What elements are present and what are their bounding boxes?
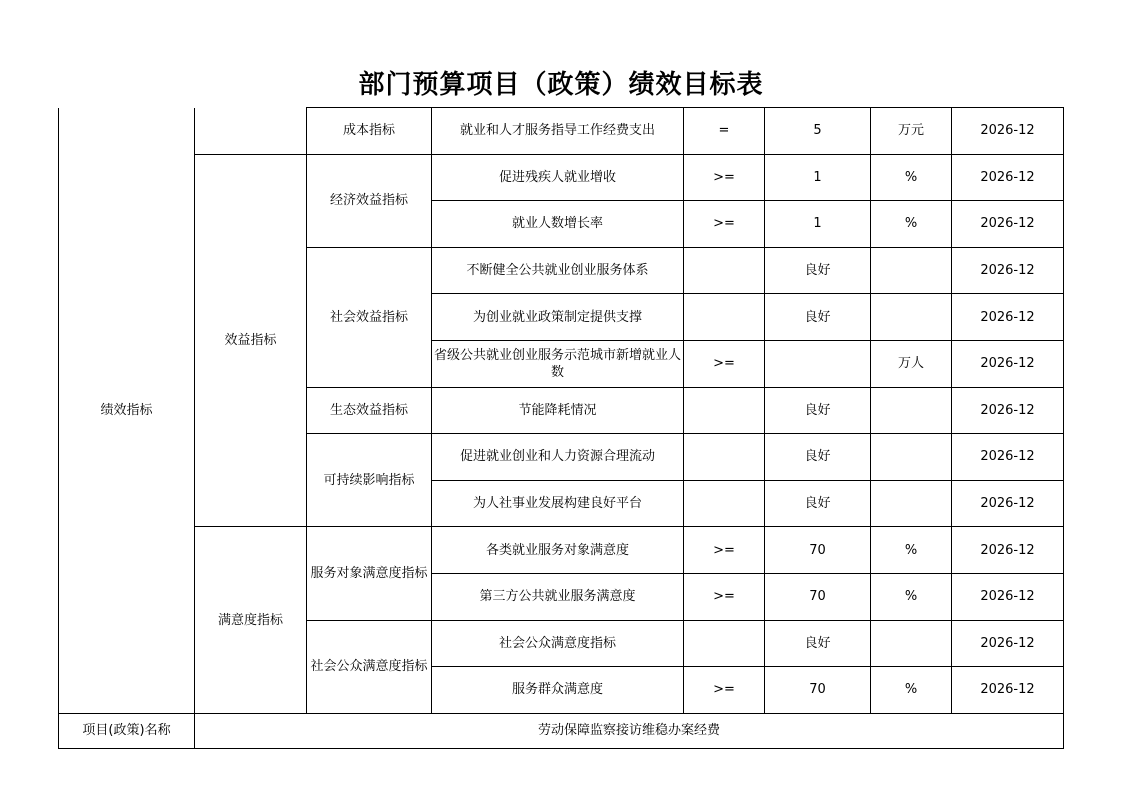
unit-cell: % [871, 527, 952, 574]
indicator-cell: 服务群众满意度 [432, 667, 684, 714]
date-cell: 2026-12 [952, 154, 1064, 201]
level3-cell: 成本指标 [307, 108, 432, 155]
date-cell: 2026-12 [952, 667, 1064, 714]
unit-cell: % [871, 573, 952, 620]
date-cell: 2026-12 [952, 387, 1064, 434]
date-cell: 2026-12 [952, 434, 1064, 481]
indicator-cell: 省级公共就业创业服务示范城市新增就业人数 [432, 340, 684, 387]
indicator-cell: 各类就业服务对象满意度 [432, 527, 684, 574]
operator-cell: >= [684, 667, 765, 714]
operator-cell: >= [684, 573, 765, 620]
indicator-cell: 为人社事业发展构建良好平台 [432, 480, 684, 527]
value-cell: 良好 [765, 480, 871, 527]
indicator-cell: 第三方公共就业服务满意度 [432, 573, 684, 620]
value-cell: 70 [765, 527, 871, 574]
indicator-cell: 促进就业创业和人力资源合理流动 [432, 434, 684, 481]
unit-cell [871, 247, 952, 294]
operator-cell: >= [684, 154, 765, 201]
operator-cell [684, 434, 765, 481]
table-row [59, 108, 1064, 155]
indicator-cell: 促进残疾人就业增收 [432, 154, 684, 201]
level3-cell: 社会公众满意度指标 [307, 620, 432, 713]
unit-cell [871, 434, 952, 481]
value-cell: 70 [765, 667, 871, 714]
table-row [59, 154, 1064, 201]
operator-cell [684, 247, 765, 294]
date-cell: 2026-12 [952, 573, 1064, 620]
unit-cell [871, 480, 952, 527]
value-cell: 良好 [765, 434, 871, 481]
indicator-cell: 节能降耗情况 [432, 387, 684, 434]
level3-cell: 经济效益指标 [307, 154, 432, 247]
date-cell: 2026-12 [952, 247, 1064, 294]
indicator-cell: 为创业就业政策制定提供支撑 [432, 294, 684, 341]
indicator-cell: 社会公众满意度指标 [432, 620, 684, 667]
value-cell: 良好 [765, 387, 871, 434]
project-name-label: 项目(政策)名称 [59, 713, 195, 748]
operator-cell [684, 387, 765, 434]
indicator-cell: 不断健全公共就业创业服务体系 [432, 247, 684, 294]
operator-cell: >= [684, 201, 765, 248]
operator-cell: = [684, 108, 765, 155]
value-cell: 良好 [765, 247, 871, 294]
level3-cell: 社会效益指标 [307, 247, 432, 387]
value-cell: 良好 [765, 294, 871, 341]
value-cell: 1 [765, 154, 871, 201]
page-title: 部门预算项目（政策）绩效目标表 [358, 70, 764, 100]
unit-cell: 万人 [871, 340, 952, 387]
unit-cell [871, 294, 952, 341]
unit-cell [871, 387, 952, 434]
date-cell: 2026-12 [952, 480, 1064, 527]
date-cell: 2026-12 [952, 108, 1064, 155]
unit-cell: % [871, 667, 952, 714]
value-cell: 70 [765, 573, 871, 620]
date-cell: 2026-12 [952, 294, 1064, 341]
value-cell: 5 [765, 108, 871, 155]
level3-cell: 可持续影响指标 [307, 434, 432, 527]
level3-cell: 服务对象满意度指标 [307, 527, 432, 620]
table-row [59, 527, 1064, 574]
level2-cell: 满意度指标 [195, 527, 307, 713]
unit-cell: % [871, 201, 952, 248]
level2-cell: 效益指标 [195, 154, 307, 527]
date-cell: 2026-12 [952, 620, 1064, 667]
unit-cell [871, 620, 952, 667]
operator-cell [684, 294, 765, 341]
operator-cell: >= [684, 527, 765, 574]
level3-cell: 生态效益指标 [307, 387, 432, 434]
value-cell: 良好 [765, 620, 871, 667]
value-cell [765, 340, 871, 387]
unit-cell: % [871, 154, 952, 201]
date-cell: 2026-12 [952, 527, 1064, 574]
operator-cell: >= [684, 340, 765, 387]
indicator-cell: 就业人数增长率 [432, 201, 684, 248]
date-cell: 2026-12 [952, 340, 1064, 387]
operator-cell [684, 480, 765, 527]
date-cell: 2026-12 [952, 201, 1064, 248]
performance-table [58, 107, 1064, 749]
project-name-row [59, 713, 1064, 748]
level1-cell: 绩效指标 [59, 108, 195, 714]
indicator-cell: 就业和人才服务指导工作经费支出 [432, 108, 684, 155]
project-name-value: 劳动保障监察接访维稳办案经费 [195, 713, 1064, 748]
operator-cell [684, 620, 765, 667]
unit-cell: 万元 [871, 108, 952, 155]
value-cell: 1 [765, 201, 871, 248]
level2-cell [195, 108, 307, 155]
